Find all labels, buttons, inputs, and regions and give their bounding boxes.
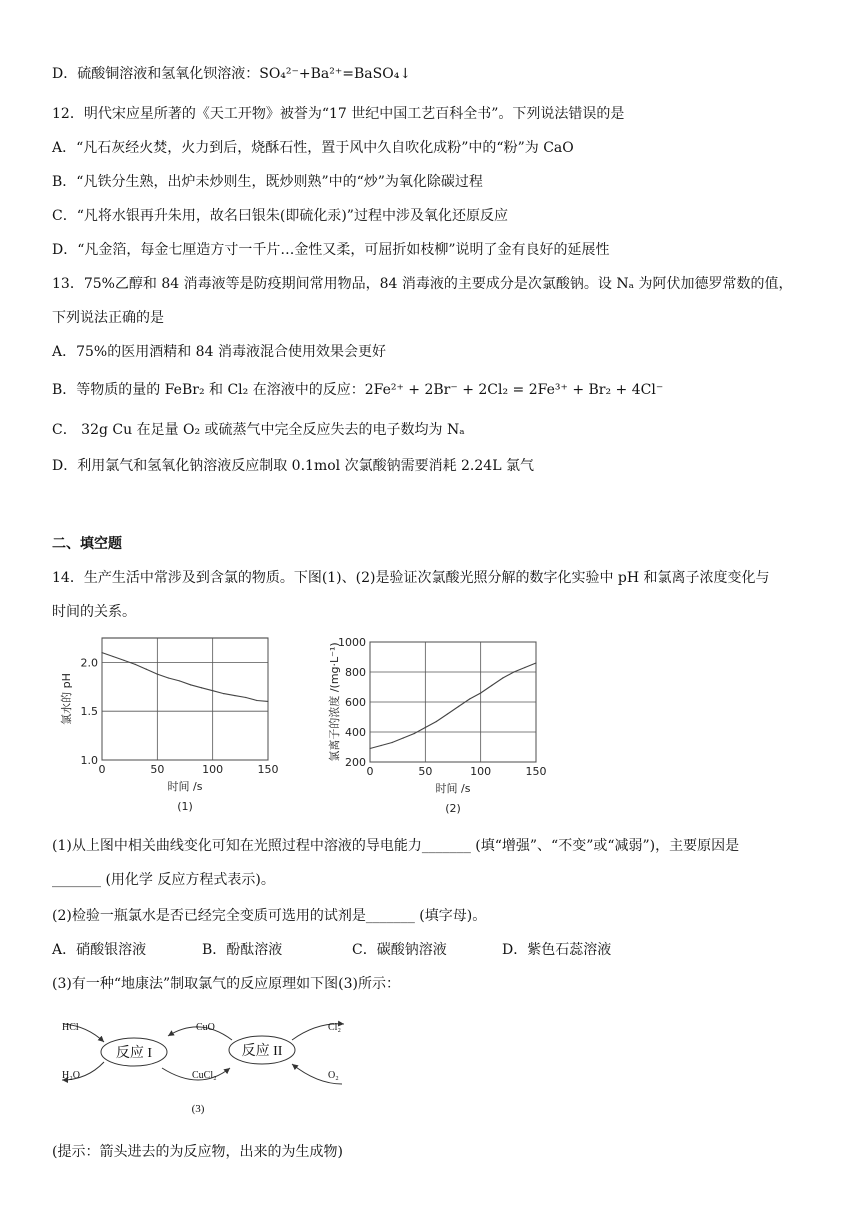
x-tick-label: 50 bbox=[150, 763, 165, 776]
h2o-label: H₂O bbox=[62, 1070, 80, 1081]
cl2-label: Cl₂ bbox=[328, 1022, 341, 1033]
q14-option-d: D．紫色石蕊溶液 bbox=[502, 942, 612, 958]
data-point bbox=[403, 737, 404, 738]
data-point bbox=[502, 677, 503, 678]
section-heading: 二、填空题 bbox=[52, 536, 122, 552]
data-point bbox=[414, 733, 415, 734]
q14-option-a: A．硝酸银溶液 bbox=[52, 942, 147, 958]
q14-option-b: B．酚酞溶液 bbox=[202, 942, 283, 958]
q11-option-d: D．硫酸铜溶液和氢氧化钡溶液：SO₄²⁻+Ba²⁺=BaSO₄↓ bbox=[52, 66, 412, 82]
data-line bbox=[102, 653, 268, 702]
q12-option-c: C．“凡将水银再升朱用，故名曰银朱(即硫化汞)”过程中涉及氧化还原反应 bbox=[52, 208, 508, 224]
chart-caption: (1) bbox=[177, 800, 193, 813]
reaction-2-label: 反应 II bbox=[241, 1044, 283, 1059]
q14-part1-line1: (1)从上图中相关曲线变化可知在光照过程中溶液的导电能力_______ (填“增强”、“不变”或“减弱”)，主要原因是 bbox=[52, 838, 740, 854]
y-tick-label: 400 bbox=[345, 726, 366, 739]
data-point bbox=[223, 693, 224, 694]
cucl2-label: CuCl₂ bbox=[192, 1070, 217, 1081]
data-point bbox=[124, 660, 125, 661]
data-point bbox=[112, 656, 113, 657]
y-tick-label: 1.0 bbox=[80, 754, 98, 767]
y-axis-label: 氯水的 pH bbox=[60, 673, 73, 725]
data-point bbox=[369, 748, 370, 749]
chart-caption: (2) bbox=[445, 802, 461, 815]
q13-option-c: C． 32g Cu 在足量 O₂ 或硫蒸气中完全反应失去的电子数均为 Nₐ bbox=[52, 422, 465, 438]
q14-options bbox=[52, 940, 611, 960]
data-point bbox=[135, 664, 136, 665]
x-tick-label: 100 bbox=[202, 763, 224, 776]
plot-frame bbox=[102, 638, 268, 760]
data-point bbox=[146, 669, 147, 670]
q12-option-b: B．“凡铁分生熟，出炉未炒则生，既炒则熟”中的“炒”为氧化除碳过程 bbox=[52, 174, 483, 190]
data-point bbox=[245, 697, 246, 698]
y-tick-label: 2.0 bbox=[80, 656, 98, 670]
data-point bbox=[256, 700, 257, 701]
x-tick-label: 0 bbox=[98, 763, 106, 776]
data-point bbox=[212, 690, 213, 691]
deacon-process-diagram bbox=[52, 1012, 372, 1120]
cuo-label: CuO bbox=[196, 1022, 215, 1033]
data-point bbox=[425, 727, 426, 728]
data-point bbox=[179, 680, 180, 681]
data-point bbox=[267, 701, 268, 702]
q12-stem: 12．明代宋应星所著的《天工开物》被誉为“17 世纪中国工艺百科全书”。下列说法错误的是 bbox=[52, 106, 625, 122]
y-tick-label: 600 bbox=[345, 696, 366, 709]
y-tick-label: 800 bbox=[345, 666, 366, 679]
q12-option-a: A．“凡石灰经火焚，火力到后，烧酥石性，置于风中久自吹化成粉”中的“粉”为 CaO bbox=[52, 140, 574, 156]
hcl-label: HCl bbox=[62, 1022, 79, 1033]
data-point bbox=[535, 662, 536, 663]
q14-stem-line1: 14．生产生活中常涉及到含氯的物质。下图(1)、(2)是验证次氯酸光照分解的数字化实验中 pH 和氯离子浓度变化与 bbox=[52, 570, 770, 586]
x-axis-label: 时间 /s bbox=[435, 782, 471, 795]
data-point bbox=[190, 684, 191, 685]
q14-part1-line2: _______ (用化学 反应方程式表示)。 bbox=[52, 872, 275, 888]
q13-option-a: A．75%的医用酒精和 84 消毒液混合使用效果会更好 bbox=[52, 344, 386, 360]
x-tick-label: 100 bbox=[470, 765, 492, 778]
diagram-caption: (3) bbox=[191, 1103, 205, 1115]
data-point bbox=[436, 721, 437, 722]
data-point bbox=[101, 652, 102, 653]
data-point bbox=[447, 713, 448, 714]
data-point bbox=[524, 667, 525, 668]
y-tick-label: 1.5 bbox=[80, 705, 98, 719]
data-point bbox=[513, 671, 514, 672]
q14-part3: (3)有一种“地康法”制取氯气的反应原理如下图(3)所示： bbox=[52, 976, 400, 992]
q13-option-b: B．等物质的量的 FeBr₂ 和 Cl₂ 在溶液中的反应：2Fe²⁺ + 2Br⁻ + 2Cl₂ = 2Fe³⁺ + Br₂ + 4Cl⁻ bbox=[52, 382, 664, 398]
y-axis-label: 氯离子的浓度 /(mg·L⁻¹) bbox=[328, 642, 341, 762]
q13-option-d: D．利用氯气和氢氧化钠溶液反应制取 0.1mol 次氯酸钠需要消耗 2.24L 氯气 bbox=[52, 458, 534, 474]
chloride-chart bbox=[305, 632, 560, 822]
ph-chart bbox=[52, 632, 292, 822]
data-point bbox=[157, 674, 158, 675]
x-tick-label: 50 bbox=[418, 765, 433, 778]
x-tick-label: 0 bbox=[366, 765, 374, 778]
y-tick-label: 200 bbox=[345, 756, 366, 769]
data-point bbox=[201, 687, 202, 688]
data-point bbox=[458, 706, 459, 707]
data-point bbox=[491, 685, 492, 686]
data-point bbox=[168, 677, 169, 678]
q13-stem-line2: 下列说法正确的是 bbox=[52, 310, 164, 326]
q14-hint: (提示：箭头进去的为反应物，出来的为生成物) bbox=[52, 1144, 343, 1160]
x-tick-label: 150 bbox=[257, 763, 279, 776]
data-point bbox=[469, 698, 470, 699]
q14-stem-line2: 时间的关系。 bbox=[52, 604, 136, 620]
data-point bbox=[480, 692, 481, 693]
reaction-1-label: 反应 I bbox=[115, 1046, 153, 1061]
y-tick-label: 1000 bbox=[338, 636, 366, 649]
data-point bbox=[380, 745, 381, 746]
q13-stem-line1: 13．75%乙醇和 84 消毒液等是防疫期间常用物品，84 消毒液的主要成分是次氯酸钠。设 Nₐ 为阿伏加德罗常数的值， bbox=[52, 276, 793, 292]
q14-part2: (2)检验一瓶氯水是否已经完全变质可选用的试剂是_______ (填字母)。 bbox=[52, 908, 487, 924]
o2-label: O₂ bbox=[328, 1070, 339, 1081]
x-tick-label: 150 bbox=[525, 765, 547, 778]
x-axis-label: 时间 /s bbox=[167, 780, 203, 793]
q12-option-d: D．“凡金箔，每金七厘造方寸一千片…金性又柔，可屈折如枝柳”说明了金有良好的延展性 bbox=[52, 242, 610, 258]
data-point bbox=[392, 742, 393, 743]
data-point bbox=[234, 695, 235, 696]
q14-option-c: C．碳酸钠溶液 bbox=[352, 942, 447, 958]
data-line bbox=[370, 663, 536, 749]
